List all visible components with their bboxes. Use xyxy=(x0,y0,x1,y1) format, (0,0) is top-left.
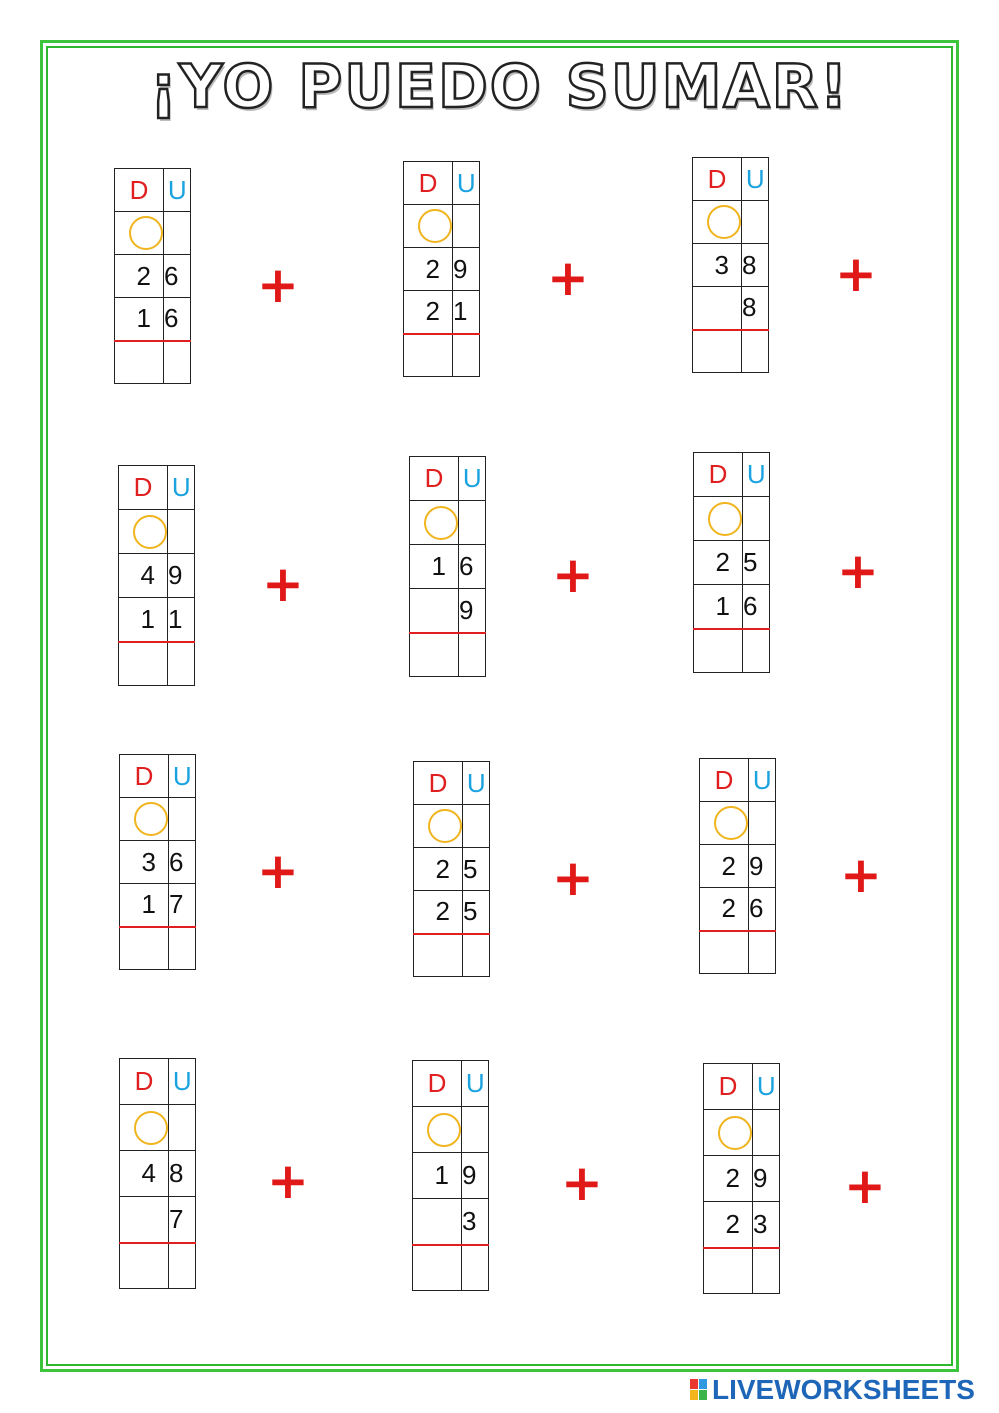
carry-cell[interactable] xyxy=(694,497,743,541)
plus-sign: + xyxy=(552,849,594,907)
addend-units: 1 xyxy=(168,598,195,642)
result-tens-input[interactable] xyxy=(413,1245,462,1291)
plus-sign: + xyxy=(844,1157,886,1215)
addend-units: 8 xyxy=(742,287,769,330)
place-value-table xyxy=(118,465,195,686)
carry-cell[interactable] xyxy=(693,201,742,244)
units-header: U xyxy=(753,1064,780,1110)
result-tens-input[interactable] xyxy=(693,330,742,373)
addend-tens: 1 xyxy=(413,1153,462,1199)
plus-sign: + xyxy=(257,256,299,314)
plus-sign: + xyxy=(267,1152,309,1210)
carry-circle[interactable] xyxy=(427,1113,461,1147)
addend-units: 9 xyxy=(749,845,776,888)
addend-tens: 1 xyxy=(694,585,743,629)
result-units-input[interactable] xyxy=(462,1245,489,1291)
addend-tens: 3 xyxy=(693,244,742,287)
addend-units: 6 xyxy=(459,545,486,589)
units-header: U xyxy=(453,162,480,205)
carry-units-cell xyxy=(459,501,486,545)
tens-header: D xyxy=(120,1059,169,1105)
plus-sign: + xyxy=(561,1154,603,1212)
carry-units-cell xyxy=(168,510,195,554)
addend-tens: 1 xyxy=(119,598,168,642)
plus-sign: + xyxy=(262,555,304,613)
plus-sign: + xyxy=(835,245,877,303)
addend-tens: 2 xyxy=(700,888,749,931)
addend-tens: 1 xyxy=(115,298,164,341)
place-value-table xyxy=(699,758,776,974)
addend-tens: 1 xyxy=(410,545,459,589)
result-units-input[interactable] xyxy=(463,934,490,977)
addend-tens xyxy=(410,589,459,633)
addend-tens xyxy=(693,287,742,330)
tens-header: D xyxy=(694,453,743,497)
addend-units: 6 xyxy=(749,888,776,931)
carry-circle[interactable] xyxy=(718,1116,752,1150)
addend-tens: 2 xyxy=(414,891,463,934)
addend-units: 9 xyxy=(753,1156,780,1202)
addend-tens: 3 xyxy=(120,841,169,884)
result-units-input[interactable] xyxy=(743,629,770,673)
carry-circle[interactable] xyxy=(708,502,742,536)
result-tens-input[interactable] xyxy=(700,931,749,974)
place-value-table xyxy=(114,168,191,384)
carry-cell[interactable] xyxy=(700,802,749,845)
result-units-input[interactable] xyxy=(164,341,191,384)
carry-circle[interactable] xyxy=(418,209,452,243)
result-tens-input[interactable] xyxy=(120,927,169,970)
addend-tens: 4 xyxy=(119,554,168,598)
carry-units-cell xyxy=(463,805,490,848)
carry-cell[interactable] xyxy=(120,798,169,841)
addend-tens xyxy=(413,1199,462,1245)
result-tens-input[interactable] xyxy=(404,334,453,377)
carry-cell[interactable] xyxy=(704,1110,753,1156)
tens-header: D xyxy=(700,759,749,802)
carry-circle[interactable] xyxy=(134,802,168,836)
carry-units-cell xyxy=(753,1110,780,1156)
carry-units-cell xyxy=(743,497,770,541)
plus-sign: + xyxy=(552,546,594,604)
addend-units: 8 xyxy=(169,1151,196,1197)
units-header: U xyxy=(169,1059,196,1105)
carry-cell[interactable] xyxy=(404,205,453,248)
carry-units-cell xyxy=(169,798,196,841)
carry-circle[interactable] xyxy=(134,1111,168,1145)
addend-tens: 2 xyxy=(404,248,453,291)
result-units-input[interactable] xyxy=(169,1243,196,1289)
carry-cell[interactable] xyxy=(115,212,164,255)
result-units-input[interactable] xyxy=(742,330,769,373)
carry-units-cell xyxy=(453,205,480,248)
addend-units: 8 xyxy=(742,244,769,287)
carry-units-cell xyxy=(462,1107,489,1153)
plus-sign: + xyxy=(840,846,882,904)
carry-units-cell xyxy=(749,802,776,845)
plus-sign: + xyxy=(837,542,879,600)
carry-units-cell xyxy=(742,201,769,244)
result-tens-input[interactable] xyxy=(410,633,459,677)
place-value-table xyxy=(119,754,196,970)
result-tens-input[interactable] xyxy=(120,1243,169,1289)
tens-header: D xyxy=(704,1064,753,1110)
result-tens-input[interactable] xyxy=(704,1248,753,1294)
carry-circle[interactable] xyxy=(133,515,167,549)
addend-tens: 2 xyxy=(704,1202,753,1248)
addend-tens: 2 xyxy=(704,1156,753,1202)
result-units-input[interactable] xyxy=(753,1248,780,1294)
units-header: U xyxy=(164,169,191,212)
addend-units: 9 xyxy=(453,248,480,291)
place-value-table xyxy=(703,1063,780,1294)
result-tens-input[interactable] xyxy=(115,341,164,384)
addend-units: 5 xyxy=(743,541,770,585)
addend-tens: 2 xyxy=(700,845,749,888)
liveworksheets-brand: LIVEWORKSHEETS xyxy=(712,1374,975,1405)
addend-tens: 2 xyxy=(115,255,164,298)
tens-header: D xyxy=(120,755,169,798)
units-header: U xyxy=(463,762,490,805)
units-header: U xyxy=(462,1061,489,1107)
carry-circle[interactable] xyxy=(424,506,458,540)
place-value-table xyxy=(119,1058,196,1289)
tens-header: D xyxy=(414,762,463,805)
units-header: U xyxy=(742,158,769,201)
units-header: U xyxy=(749,759,776,802)
units-header: U xyxy=(169,755,196,798)
carry-cell[interactable] xyxy=(119,510,168,554)
result-tens-input[interactable] xyxy=(694,629,743,673)
carry-circle[interactable] xyxy=(428,809,462,843)
addend-units: 6 xyxy=(164,255,191,298)
place-value-table xyxy=(692,157,769,373)
tens-header: D xyxy=(413,1061,462,1107)
carry-cell[interactable] xyxy=(413,1107,462,1153)
place-value-table xyxy=(412,1060,489,1291)
addend-units: 9 xyxy=(459,589,486,633)
tens-header: D xyxy=(119,466,168,510)
units-header: U xyxy=(168,466,195,510)
addend-units: 7 xyxy=(169,1197,196,1243)
plus-sign: + xyxy=(547,249,589,307)
units-header: U xyxy=(743,453,770,497)
plus-sign: + xyxy=(257,842,299,900)
addend-units: 6 xyxy=(743,585,770,629)
result-units-input[interactable] xyxy=(749,931,776,974)
addend-units: 9 xyxy=(168,554,195,598)
worksheet-title: ¡YO PUEDO SUMAR! xyxy=(149,52,850,122)
tens-header: D xyxy=(410,457,459,501)
tens-header: D xyxy=(404,162,453,205)
units-header: U xyxy=(459,457,486,501)
carry-cell[interactable] xyxy=(120,1105,169,1151)
addend-tens: 2 xyxy=(404,291,453,334)
place-value-table xyxy=(413,761,490,977)
addend-tens: 2 xyxy=(414,848,463,891)
liveworksheets-logo-icon xyxy=(690,1379,708,1401)
result-units-input[interactable] xyxy=(453,334,480,377)
addend-tens: 4 xyxy=(120,1151,169,1197)
addend-units: 5 xyxy=(463,848,490,891)
addend-tens: 1 xyxy=(120,884,169,927)
result-units-input[interactable] xyxy=(459,633,486,677)
place-value-table xyxy=(403,161,480,377)
carry-circle[interactable] xyxy=(714,806,748,840)
addend-units: 5 xyxy=(463,891,490,934)
addend-units: 9 xyxy=(462,1153,489,1199)
tens-header: D xyxy=(693,158,742,201)
addend-units: 6 xyxy=(164,298,191,341)
result-units-input[interactable] xyxy=(169,927,196,970)
result-units-input[interactable] xyxy=(168,642,195,686)
addend-tens xyxy=(120,1197,169,1243)
tens-header: D xyxy=(115,169,164,212)
carry-circle[interactable] xyxy=(707,205,741,239)
addend-units: 3 xyxy=(753,1202,780,1248)
carry-units-cell xyxy=(169,1105,196,1151)
carry-cell[interactable] xyxy=(410,501,459,545)
carry-units-cell xyxy=(164,212,191,255)
liveworksheets-logo xyxy=(690,1375,975,1405)
addend-units: 6 xyxy=(169,841,196,884)
addend-units: 7 xyxy=(169,884,196,927)
addend-tens: 2 xyxy=(694,541,743,585)
place-value-table xyxy=(409,456,486,677)
carry-circle[interactable] xyxy=(129,216,163,250)
result-tens-input[interactable] xyxy=(414,934,463,977)
place-value-table xyxy=(693,452,770,673)
carry-cell[interactable] xyxy=(414,805,463,848)
result-tens-input[interactable] xyxy=(119,642,168,686)
addend-units: 1 xyxy=(453,291,480,334)
addend-units: 3 xyxy=(462,1199,489,1245)
